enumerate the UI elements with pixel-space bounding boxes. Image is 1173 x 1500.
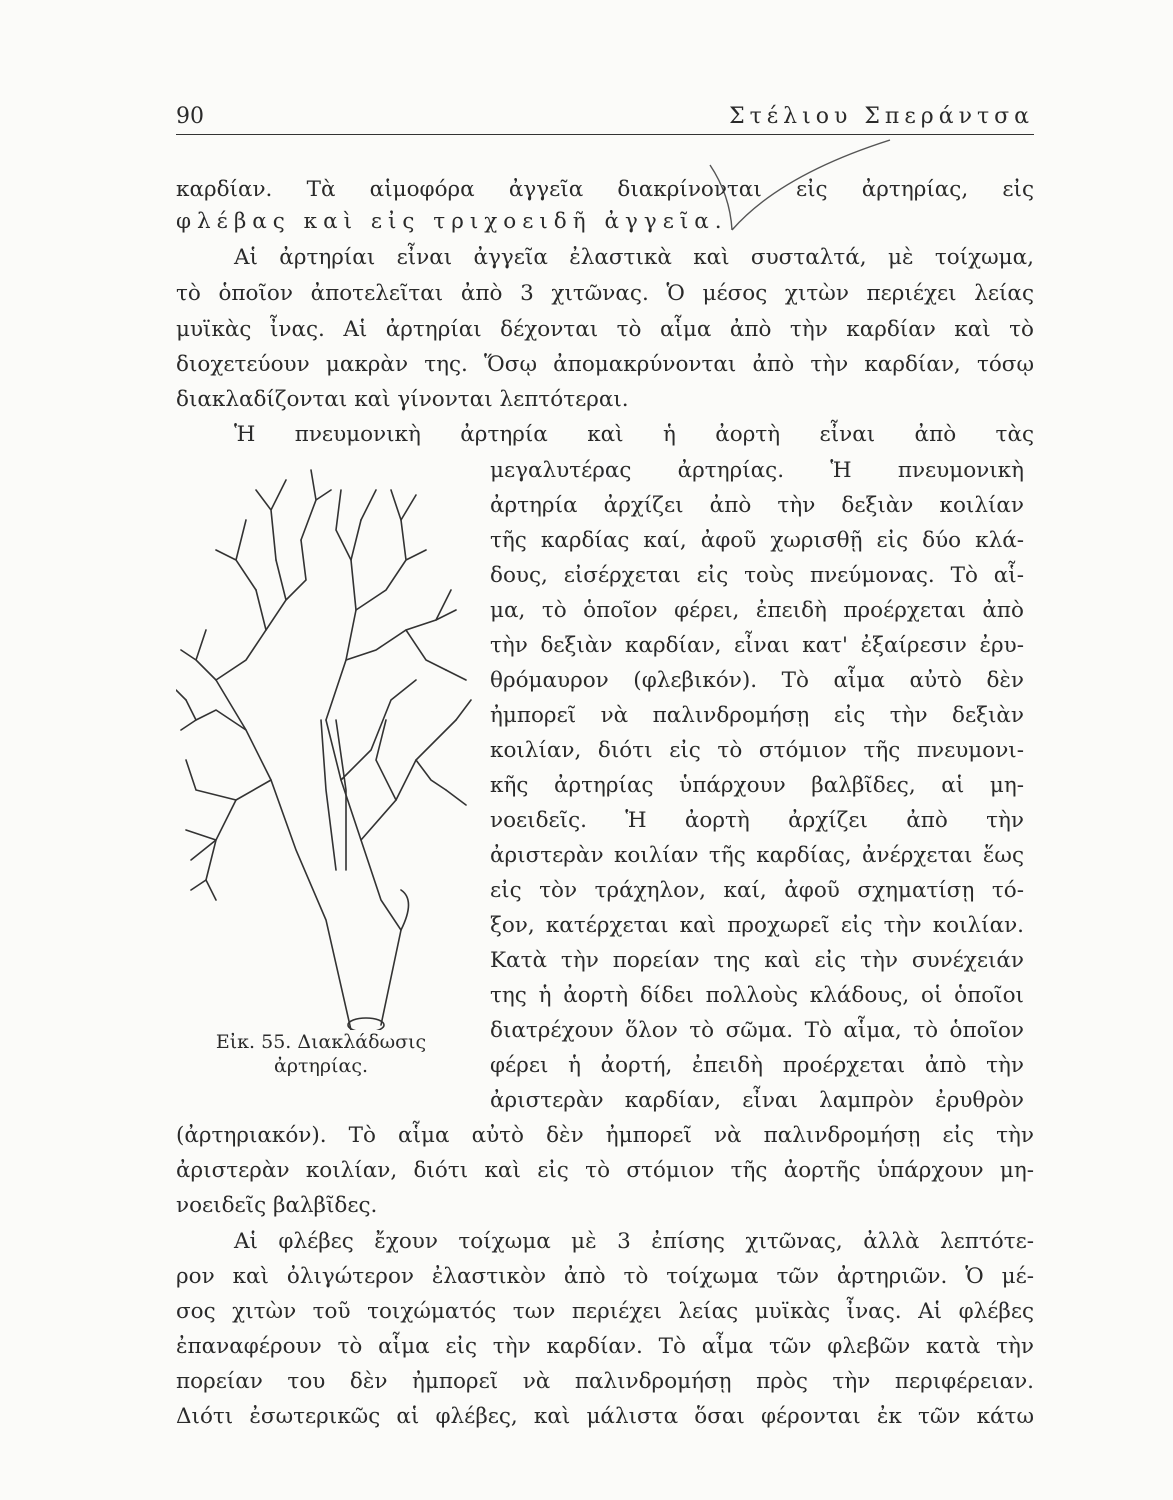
body-line: μα, τὸ ὁποῖον φέρει, ἐπειδὴ προέρχεται ἀπὸ [490,598,1024,623]
body-line: τὴν δεξιὰν καρδίαν, εἶναι κατ' ἐξαίρεσιν ἐρυ- [490,633,1024,658]
body-line: Αἱ ἀρτηρίαι εἶναι ἀγγεῖα ἐλαστικὰ καὶ συσταλτά, μὲ τοίχωμα, [234,245,1034,270]
body-line: νοειδεῖς βαλβῖδες. [176,1193,378,1218]
body-line: ξον, κατέρχεται καὶ προχωρεῖ εἰς τὴν κοιλίαν. [490,913,1024,938]
body-line: τῆς καρδίας καί, ἀφοῦ χωρισθῇ εἰς δύο κλά- [490,528,1024,553]
body-line: Κατὰ τὴν πορείαν της καὶ εἰς τὴν συνέχειάν [490,948,1024,973]
page-header [176,100,1034,135]
body-line: φέρει ἡ ἀορτή, ἐπειδὴ προέρχεται ἀπὸ τὴν [490,1053,1024,1078]
body-line: κοιλίαν, διότι εἰς τὸ στόμιον τῆς πνευμονι- [490,738,1024,763]
body-line: ἀριστερὰν κοιλίαν τῆς καρδίας, ἀνέρχεται ἕως [490,843,1024,868]
caption-line: Εἰκ. 55. Διακλάδωσις [215,1031,427,1053]
body-line: διατρέχουν ὅλον τὸ σῶμα. Τὸ αἷμα, τὸ ὁποῖον [490,1018,1024,1043]
body-line: μυϊκὰς ἶνας. Αἱ ἀρτηρίαι δέχονται τὸ αἷμα ἀπὸ τὴν καρδίαν καὶ τὸ [176,317,1034,342]
body-line: διοχετεύουν μακρὰν της. Ὅσῳ ἀπομακρύνονται ἀπὸ τὴν καρδίαν, τόσῳ [176,352,1034,377]
body-line: ἀριστερὰν καρδίαν, εἶναι λαμπρὸν ἐρυθρὸν [490,1088,1024,1113]
artery-branching-illustration [176,460,476,1040]
body-line: Ἡ πνευμονικὴ ἀρτηρία καὶ ἡ ἀορτὴ εἶναι ἀπὸ τὰς [234,422,1034,447]
running-head: Στέλιου Σπεράντσα [729,104,1034,129]
body-line: δους, εἰσέρχεται εἰς τοὺς πνεύμονας. Τὸ αἷ- [490,563,1024,588]
body-line: τὸ ὁποῖον ἀποτελεῖται ἀπὸ 3 χιτῶνας. Ὁ μέσος χιτὼν περιέχει λείας [176,281,1034,306]
body-line: ἠμπορεῖ νὰ παλινδρομήσῃ εἰς τὴν δεξιὰν [490,703,1024,728]
page-number: 90 [176,104,204,129]
body-line: διακλαδίζονται καὶ γίνονται λεπτότεραι. [176,387,629,412]
body-line: Διότι ἐσωτερικῶς αἱ φλέβες, καὶ μάλιστα ὅσαι φέρονται ἐκ τῶν κάτω [176,1404,1034,1429]
body-line: ἀριστερὰν κοιλίαν, διότι καὶ εἰς τὸ στόμιον τῆς ἀορτῆς ὑπάρχουν μη- [176,1158,1034,1183]
body-line: ἀρτηρία ἀρχίζει ἀπὸ τὴν δεξιὰν κοιλίαν [490,493,1024,518]
body-line: θρόμαυρον (φλεβικόν). Τὸ αἷμα αὐτὸ δὲν [490,668,1024,693]
body-line: πορείαν του δὲν ἠμπορεῖ νὰ παλινδρομήσῃ πρὸς τὴν περιφέρειαν. [176,1369,1034,1394]
body-line: φλέβας καὶ εἰς τριχοειδῆ ἀγγεῖα. [176,209,728,234]
body-line: εἰς τὸν τράχηλον, καί, ἀφοῦ σχηματίσῃ τό- [490,878,1024,903]
body-line: σος χιτὼν τοῦ τοιχώματός των περιέχει λείας μυϊκὰς ἶνας. Αἱ φλέβες [176,1299,1034,1324]
figure-caption [176,1030,466,1078]
caption-line: ἀρτηρίας. [273,1055,369,1077]
body-line: κῆς ἀρτηρίας ὑπάρχουν βαλβῖδες, αἱ μη- [490,773,1024,798]
body-line: ἐπαναφέρουν τὸ αἷμα εἰς τὴν καρδίαν. Τὸ αἷμα τῶν φλεβῶν κατὰ τὴν [176,1334,1034,1359]
body-line: καρδίαν. Τὰ αἱμοφόρα ἀγγεῖα διακρίνονται εἰς ἀρτηρίας, εἰς [176,177,1034,202]
body-line: ρον καὶ ὀλιγώτερον ἐλαστικὸν ἀπὸ τὸ τοίχωμα τῶν ἀρτηριῶν. Ὁ μέ- [176,1264,1034,1289]
body-line: της ἡ ἀορτὴ δίδει πολλοὺς κλάδους, οἱ ὁποῖοι [490,983,1024,1008]
body-line: μεγαλυτέρας ἀρτηρίας. Ἡ πνευμονικὴ [490,458,1024,483]
body-line: νοειδεῖς. Ἡ ἀορτὴ ἀρχίζει ἀπὸ τὴν [490,808,1024,833]
body-line: Αἱ φλέβες ἔχουν τοίχωμα μὲ 3 ἐπίσης χιτῶνας, ἀλλὰ λεπτότε- [234,1229,1034,1254]
body-line: (ἀρτηριακόν). Τὸ αἷμα αὐτὸ δὲν ἠμπορεῖ νὰ παλινδρομήσῃ εἰς τὴν [176,1123,1034,1148]
